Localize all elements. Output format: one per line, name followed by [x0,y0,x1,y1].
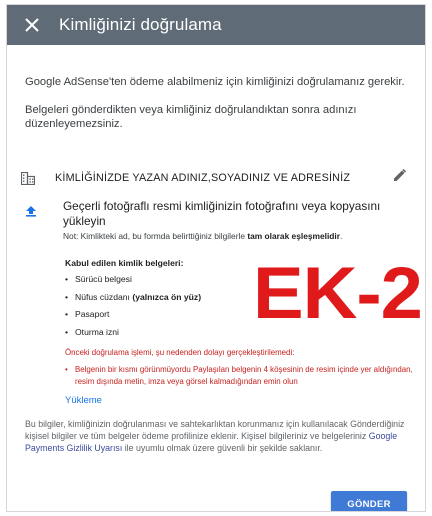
note-suffix: . [339,231,343,241]
list-item [65,292,265,310]
accepted-docs-list [65,274,265,344]
intro-paragraph-2: Belgeleri gönderdikten veya kimliğiniz doğrulandıktan sonra adınızı düzenleyemezsiniz. [25,104,357,130]
privacy-notice [25,418,417,454]
edit-button[interactable] [392,168,407,188]
upload-arrow-icon [25,205,37,217]
ek-2-stamp: EK-2 [253,253,422,334]
rejection-heading: Önceki doğrulama işlemi, şu nedenden dolayı gerçekleştirilemedi: [65,348,295,357]
building-icon [21,172,35,185]
upload-heading: Geçerli fotoğraflı resmi kimliğinizin fotoğrafını veya kopyasını yükleyin [63,199,381,228]
list-item [65,327,265,345]
upload-row [21,199,417,241]
doc-name: Nüfus cüzdanı [75,291,133,302]
intro-paragraph-1: Google AdSense'ten ödeme alabilmeniz için kimliğinizi doğrulamanız gerekir. [25,76,405,88]
upload-link[interactable]: Yükleme [65,395,102,406]
list-item [65,309,265,327]
dialog-title: Kimliğinizi doğrulama [59,15,222,34]
privacy-text-start: Bu bilgiler, kimliğinizin doğrulanması ve sahtekarlıktan korunmanız için kullanılacak Gönderdiğiniz kişisel bilgiler ve tüm belgeler ödeme profilinize eklenir. Kişisel bilgileriniz ve belgeleriniz [25,419,405,441]
identity-label: KİMLİĞİNİZDE YAZAN ADINIZ,SOYADINIZ VE ADRESİNİZ [55,172,351,184]
note-prefix: Not: Kimlikteki ad, bu formda belirttiğiniz bilgilerle [63,231,248,241]
doc-note: (yalnızca ön yüz) [132,291,202,302]
submit-button[interactable]: GÖNDER [331,491,407,512]
upload-note [63,231,417,241]
accepted-docs-heading: Kabul edilen kimlik belgeleri: [65,258,184,268]
doc-name: Pasaport [75,309,110,319]
list-item [65,274,265,292]
dialog-header [7,5,425,45]
privacy-text-end: ile uyumlu olmak üzere güvenli bir şekilde saklanır. [122,443,323,453]
close-icon [25,18,39,32]
rejection-notice [65,348,417,388]
accepted-docs [65,258,265,344]
doc-name: Sürücü belgesi [75,274,132,284]
edit-pencil-icon [392,168,407,183]
doc-name: Oturma izni [75,326,119,337]
verification-dialog [6,4,426,512]
rejection-reason: • Belgenin bir kısmı görünmüyordu Paylaşılan belgenin 4 köşesinin de resim içinde yer aldığından, resim dışında metin, imza veya görsel kalmadığından emin olun [65,364,417,388]
identity-row[interactable] [21,165,417,191]
privacy-link[interactable]: Google Payments Gizlilik Uyarısı [25,431,398,453]
intro-text [25,75,417,131]
close-button[interactable] [19,12,45,38]
note-bold: tam olarak eşleşmelidir [247,231,340,241]
